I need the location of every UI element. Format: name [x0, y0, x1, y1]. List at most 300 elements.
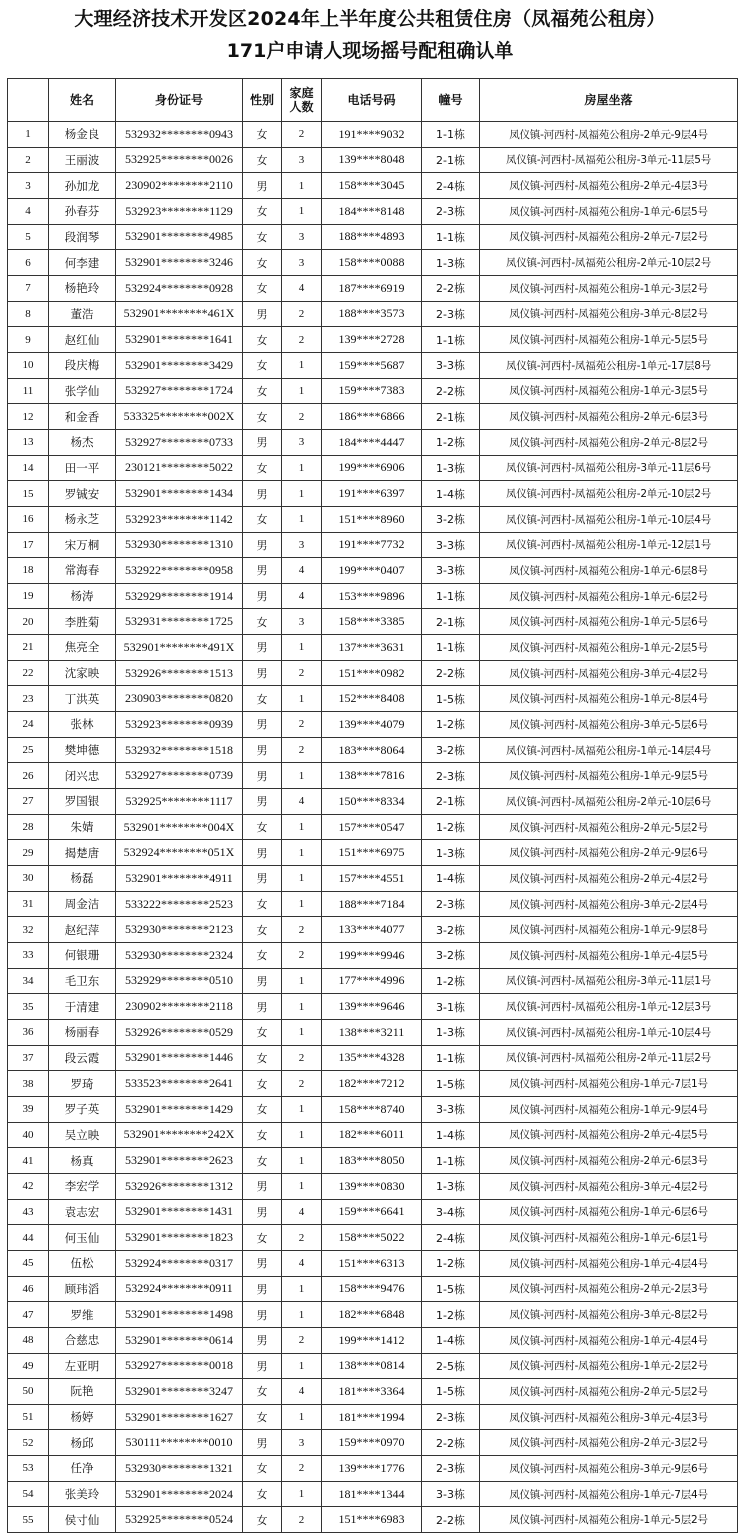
table-row: [8, 250, 738, 276]
cell-building: 1-1栋: [422, 1045, 480, 1071]
cell-phone: 182****6011: [322, 1122, 422, 1148]
cell-address: 凤仪镇-河西村-凤福苑公租房-1单元-3层5号: [480, 378, 738, 404]
cell-index: 8: [8, 301, 49, 327]
cell-id-number: 532930********2123: [116, 917, 243, 943]
cell-index: 4: [8, 198, 49, 224]
cell-phone: 199****6906: [322, 455, 422, 481]
table-row: [8, 583, 738, 609]
cell-building: 1-2栋: [422, 968, 480, 994]
header-phone: 电话号码: [322, 79, 422, 122]
cell-index: 30: [8, 866, 49, 892]
cell-building: 1-2栋: [422, 1250, 480, 1276]
document-title: 大理经济技术开发区2024年上半年度公共租赁住房（凤福苑公租房）: [74, 8, 666, 30]
cell-building: 3-2栋: [422, 506, 480, 532]
cell-phone: 159****5687: [322, 352, 422, 378]
cell-address: 凤仪镇-河西村-凤福苑公租房-1单元-9层4号: [480, 1096, 738, 1122]
cell-address: 凤仪镇-河西村-凤福苑公租房-2单元-4层2号: [480, 866, 738, 892]
cell-name: 闭兴忠: [49, 763, 116, 789]
cell-gender: 男: [243, 558, 282, 584]
table-row: [8, 917, 738, 943]
cell-name: 焦亮全: [49, 635, 116, 661]
cell-gender: 女: [243, 1404, 282, 1430]
cell-gender: 女: [243, 1148, 282, 1174]
cell-address: 凤仪镇-河西村-凤福苑公租房-1单元-4层4号: [480, 1327, 738, 1353]
cell-id-number: 532901********3247: [116, 1379, 243, 1405]
cell-name: 杨邱: [49, 1430, 116, 1456]
table-row: [8, 1430, 738, 1456]
cell-phone: 199****1412: [322, 1327, 422, 1353]
cell-address: 凤仪镇-河西村-凤福苑公租房-1单元-5层6号: [480, 609, 738, 635]
cell-index: 22: [8, 660, 49, 686]
cell-address: 凤仪镇-河西村-凤福苑公租房-3单元-5层6号: [480, 712, 738, 738]
cell-index: 52: [8, 1430, 49, 1456]
cell-address: 凤仪镇-河西村-凤福苑公租房-1单元-4层4号: [480, 1250, 738, 1276]
cell-phone: 158****8740: [322, 1096, 422, 1122]
table-row: [8, 198, 738, 224]
table-row: [8, 173, 738, 199]
cell-family-size: 2: [282, 1507, 322, 1533]
cell-address: 凤仪镇-河西村-凤福苑公租房-1单元-14层4号: [480, 737, 738, 763]
cell-phone: 182****6848: [322, 1302, 422, 1328]
cell-phone: 137****3631: [322, 635, 422, 661]
cell-phone: 188****4893: [322, 224, 422, 250]
cell-name: 张学仙: [49, 378, 116, 404]
cell-family-size: 1: [282, 1096, 322, 1122]
cell-index: 11: [8, 378, 49, 404]
cell-id-number: 532901********1429: [116, 1096, 243, 1122]
cell-gender: 男: [243, 789, 282, 815]
cell-family-size: 1: [282, 968, 322, 994]
cell-gender: 女: [243, 1045, 282, 1071]
cell-building: 2-2栋: [422, 1507, 480, 1533]
cell-family-size: 4: [282, 275, 322, 301]
cell-family-size: 4: [282, 558, 322, 584]
cell-phone: 139****4079: [322, 712, 422, 738]
table-row: [8, 327, 738, 353]
document-subtitle: 171户申请人现场摇号配租确认单: [226, 40, 514, 62]
cell-family-size: 1: [282, 891, 322, 917]
cell-id-number: 532901********2623: [116, 1148, 243, 1174]
cell-gender: 男: [243, 1199, 282, 1225]
table-row: [8, 1507, 738, 1533]
cell-id-number: 533222********2523: [116, 891, 243, 917]
cell-family-size: 1: [282, 173, 322, 199]
header-id-number: 身份证号: [116, 79, 243, 122]
table-row: [8, 275, 738, 301]
cell-index: 16: [8, 506, 49, 532]
cell-building: 3-2栋: [422, 943, 480, 969]
cell-id-number: 532932********1518: [116, 737, 243, 763]
cell-address: 凤仪镇-河西村-凤福苑公租房-2单元-7层2号: [480, 224, 738, 250]
cell-building: 2-4栋: [422, 1225, 480, 1251]
cell-name: 常海春: [49, 558, 116, 584]
cell-gender: 女: [243, 943, 282, 969]
table-row: [8, 1353, 738, 1379]
table-row: [8, 378, 738, 404]
cell-phone: 184****8148: [322, 198, 422, 224]
cell-gender: 女: [243, 506, 282, 532]
cell-address: 凤仪镇-河西村-凤福苑公租房-2单元-5层2号: [480, 814, 738, 840]
table-row: [8, 635, 738, 661]
table-row: [8, 737, 738, 763]
cell-id-number: 530111********0010: [116, 1430, 243, 1456]
cell-phone: 151****6975: [322, 840, 422, 866]
cell-phone: 157****0547: [322, 814, 422, 840]
table-row: [8, 609, 738, 635]
cell-id-number: 532901********1431: [116, 1199, 243, 1225]
cell-gender: 女: [243, 917, 282, 943]
cell-address: 凤仪镇-河西村-凤福苑公租房-3单元-9层6号: [480, 1456, 738, 1482]
cell-phone: 159****7383: [322, 378, 422, 404]
cell-name: 于清建: [49, 994, 116, 1020]
table-row: [8, 1148, 738, 1174]
cell-id-number: 532922********0958: [116, 558, 243, 584]
cell-index: 41: [8, 1148, 49, 1174]
cell-name: 毛卫东: [49, 968, 116, 994]
cell-family-size: 1: [282, 635, 322, 661]
cell-building: 2-3栋: [422, 301, 480, 327]
table-row: [8, 1379, 738, 1405]
cell-name: 揭楚唐: [49, 840, 116, 866]
cell-index: 55: [8, 1507, 49, 1533]
cell-address: 凤仪镇-河西村-凤福苑公租房-1单元-10层4号: [480, 506, 738, 532]
cell-phone: 150****8334: [322, 789, 422, 815]
cell-building: 3-2栋: [422, 737, 480, 763]
table-row: [8, 660, 738, 686]
cell-name: 和金香: [49, 404, 116, 430]
cell-family-size: 4: [282, 1379, 322, 1405]
cell-gender: 男: [243, 635, 282, 661]
cell-family-size: 2: [282, 122, 322, 148]
cell-id-number: 532926********0529: [116, 1019, 243, 1045]
cell-building: 1-5栋: [422, 1379, 480, 1405]
cell-address: 凤仪镇-河西村-凤福苑公租房-1单元-6层5号: [480, 198, 738, 224]
cell-building: 3-3栋: [422, 532, 480, 558]
cell-family-size: 1: [282, 814, 322, 840]
cell-name: 杨丽春: [49, 1019, 116, 1045]
cell-address: 凤仪镇-河西村-凤福苑公租房-1单元-10层4号: [480, 1019, 738, 1045]
cell-name: 吴立映: [49, 1122, 116, 1148]
cell-index: 3: [8, 173, 49, 199]
cell-address: 凤仪镇-河西村-凤福苑公租房-1单元-7层4号: [480, 1481, 738, 1507]
cell-building: 2-3栋: [422, 763, 480, 789]
cell-address: 凤仪镇-河西村-凤福苑公租房-3单元-8层2号: [480, 301, 738, 327]
cell-gender: 女: [243, 1122, 282, 1148]
cell-family-size: 2: [282, 301, 322, 327]
cell-family-size: 1: [282, 352, 322, 378]
cell-gender: 男: [243, 763, 282, 789]
cell-gender: 男: [243, 481, 282, 507]
table-row: [8, 840, 738, 866]
cell-gender: 男: [243, 1353, 282, 1379]
cell-building: 2-1栋: [422, 404, 480, 430]
cell-id-number: 532924********0317: [116, 1250, 243, 1276]
table-row: [8, 481, 738, 507]
cell-name: 沈家映: [49, 660, 116, 686]
cell-address: 凤仪镇-河西村-凤福苑公租房-2单元-2层3号: [480, 1276, 738, 1302]
table-row: [8, 1456, 738, 1482]
cell-building: 2-2栋: [422, 1430, 480, 1456]
cell-phone: 133****4077: [322, 917, 422, 943]
cell-building: 2-2栋: [422, 275, 480, 301]
table-row: [8, 686, 738, 712]
header-gender: 性别: [243, 79, 282, 122]
cell-building: 2-2栋: [422, 378, 480, 404]
cell-index: 35: [8, 994, 49, 1020]
cell-name: 罗维: [49, 1302, 116, 1328]
cell-gender: 男: [243, 1173, 282, 1199]
cell-family-size: 2: [282, 404, 322, 430]
cell-phone: 182****7212: [322, 1071, 422, 1097]
cell-family-size: 2: [282, 737, 322, 763]
cell-building: 1-2栋: [422, 712, 480, 738]
cell-index: 32: [8, 917, 49, 943]
cell-id-number: 532901********1823: [116, 1225, 243, 1251]
cell-gender: 女: [243, 1096, 282, 1122]
cell-id-number: 532901********2024: [116, 1481, 243, 1507]
cell-name: 杨婷: [49, 1404, 116, 1430]
cell-name: 杨磊: [49, 866, 116, 892]
cell-phone: 188****3573: [322, 301, 422, 327]
cell-index: 39: [8, 1096, 49, 1122]
cell-phone: 191****7732: [322, 532, 422, 558]
cell-gender: 女: [243, 1379, 282, 1405]
cell-name: 孙春芬: [49, 198, 116, 224]
cell-index: 45: [8, 1250, 49, 1276]
table-row: [8, 532, 738, 558]
cell-index: 24: [8, 712, 49, 738]
cell-id-number: 532929********1914: [116, 583, 243, 609]
cell-gender: 女: [243, 147, 282, 173]
cell-name: 袁志宏: [49, 1199, 116, 1225]
cell-index: 51: [8, 1404, 49, 1430]
cell-gender: 女: [243, 1019, 282, 1045]
cell-name: 杨涛: [49, 583, 116, 609]
cell-name: 合慈忠: [49, 1327, 116, 1353]
cell-building: 1-3栋: [422, 455, 480, 481]
cell-family-size: 3: [282, 224, 322, 250]
table-row: [8, 1481, 738, 1507]
cell-id-number: 532927********0018: [116, 1353, 243, 1379]
cell-phone: 181****1994: [322, 1404, 422, 1430]
cell-index: 7: [8, 275, 49, 301]
cell-name: 董浩: [49, 301, 116, 327]
cell-building: 1-1栋: [422, 327, 480, 353]
header-name: 姓名: [49, 79, 116, 122]
cell-address: 凤仪镇-河西村-凤福苑公租房-3单元-11层6号: [480, 455, 738, 481]
cell-phone: 199****9946: [322, 943, 422, 969]
cell-family-size: 1: [282, 1276, 322, 1302]
cell-phone: 159****6641: [322, 1199, 422, 1225]
cell-gender: 男: [243, 301, 282, 327]
cell-building: 2-1栋: [422, 789, 480, 815]
cell-phone: 135****4328: [322, 1045, 422, 1071]
cell-name: 宋万桐: [49, 532, 116, 558]
cell-building: 1-5栋: [422, 686, 480, 712]
cell-address: 凤仪镇-河西村-凤福苑公租房-1单元-3层2号: [480, 275, 738, 301]
cell-name: 罗琦: [49, 1071, 116, 1097]
cell-index: 29: [8, 840, 49, 866]
table-row: [8, 712, 738, 738]
cell-address: 凤仪镇-河西村-凤福苑公租房-2单元-6层3号: [480, 1148, 738, 1174]
table-row: [8, 1225, 738, 1251]
cell-index: 10: [8, 352, 49, 378]
table-row: [8, 994, 738, 1020]
cell-building: 1-3栋: [422, 1173, 480, 1199]
cell-family-size: 3: [282, 1430, 322, 1456]
table-row: [8, 1404, 738, 1430]
cell-id-number: 532924********0928: [116, 275, 243, 301]
cell-address: 凤仪镇-河西村-凤福苑公租房-2单元-3层2号: [480, 1430, 738, 1456]
header-address: 房屋坐落: [480, 79, 738, 122]
cell-gender: 男: [243, 712, 282, 738]
cell-family-size: 1: [282, 455, 322, 481]
cell-gender: 女: [243, 814, 282, 840]
cell-address: 凤仪镇-河西村-凤福苑公租房-2单元-10层2号: [480, 250, 738, 276]
cell-id-number: 532901********1434: [116, 481, 243, 507]
cell-phone: 181****3364: [322, 1379, 422, 1405]
cell-family-size: 4: [282, 1250, 322, 1276]
cell-phone: 151****0982: [322, 660, 422, 686]
cell-index: 53: [8, 1456, 49, 1482]
cell-index: 43: [8, 1199, 49, 1225]
cell-index: 1: [8, 122, 49, 148]
cell-phone: 183****8050: [322, 1148, 422, 1174]
cell-index: 28: [8, 814, 49, 840]
cell-name: 段润琴: [49, 224, 116, 250]
cell-id-number: 532901********3246: [116, 250, 243, 276]
table-row: [8, 1302, 738, 1328]
cell-phone: 186****6866: [322, 404, 422, 430]
cell-gender: 女: [243, 1071, 282, 1097]
cell-phone: 191****6397: [322, 481, 422, 507]
cell-address: 凤仪镇-河西村-凤福苑公租房-2单元-9层4号: [480, 122, 738, 148]
cell-index: 19: [8, 583, 49, 609]
cell-gender: 女: [243, 609, 282, 635]
cell-id-number: 532901********4985: [116, 224, 243, 250]
cell-index: 20: [8, 609, 49, 635]
cell-family-size: 2: [282, 1045, 322, 1071]
table-row: [8, 147, 738, 173]
cell-address: 凤仪镇-河西村-凤福苑公租房-1单元-6层1号: [480, 1225, 738, 1251]
cell-gender: 女: [243, 224, 282, 250]
table-row: [8, 301, 738, 327]
cell-id-number: 532901********242X: [116, 1122, 243, 1148]
cell-gender: 男: [243, 968, 282, 994]
cell-id-number: 532927********1724: [116, 378, 243, 404]
cell-id-number: 532932********0943: [116, 122, 243, 148]
cell-phone: 199****0407: [322, 558, 422, 584]
cell-building: 3-1栋: [422, 994, 480, 1020]
cell-gender: 男: [243, 994, 282, 1020]
cell-name: 杨永芝: [49, 506, 116, 532]
cell-name: 任净: [49, 1456, 116, 1482]
cell-id-number: 532901********3429: [116, 352, 243, 378]
table-row: [8, 1327, 738, 1353]
cell-id-number: 532930********1321: [116, 1456, 243, 1482]
cell-building: 1-2栋: [422, 814, 480, 840]
cell-name: 罗铖安: [49, 481, 116, 507]
cell-index: 26: [8, 763, 49, 789]
cell-id-number: 532901********491X: [116, 635, 243, 661]
cell-address: 凤仪镇-河西村-凤福苑公租房-2单元-4层3号: [480, 173, 738, 199]
cell-building: 3-3栋: [422, 1481, 480, 1507]
cell-gender: 女: [243, 250, 282, 276]
cell-index: 48: [8, 1327, 49, 1353]
cell-name: 王丽波: [49, 147, 116, 173]
cell-index: 33: [8, 943, 49, 969]
cell-index: 15: [8, 481, 49, 507]
cell-address: 凤仪镇-河西村-凤福苑公租房-2单元-6层3号: [480, 404, 738, 430]
cell-phone: 158****9476: [322, 1276, 422, 1302]
cell-gender: 男: [243, 532, 282, 558]
cell-family-size: 2: [282, 1456, 322, 1482]
cell-address: 凤仪镇-河西村-凤福苑公租房-1单元-6层6号: [480, 1199, 738, 1225]
cell-gender: 女: [243, 198, 282, 224]
cell-gender: 男: [243, 583, 282, 609]
cell-family-size: 1: [282, 481, 322, 507]
cell-phone: 187****6919: [322, 275, 422, 301]
cell-address: 凤仪镇-河西村-凤福苑公租房-2单元-4层5号: [480, 1122, 738, 1148]
cell-name: 杨杰: [49, 429, 116, 455]
cell-phone: 158****0088: [322, 250, 422, 276]
cell-building: 1-5栋: [422, 1071, 480, 1097]
cell-id-number: 532901********1627: [116, 1404, 243, 1430]
cell-id-number: 532927********0739: [116, 763, 243, 789]
cell-address: 凤仪镇-河西村-凤福苑公租房-2单元-10层2号: [480, 481, 738, 507]
cell-family-size: 1: [282, 763, 322, 789]
cell-building: 1-4栋: [422, 1327, 480, 1353]
cell-gender: 男: [243, 1276, 282, 1302]
cell-address: 凤仪镇-河西村-凤福苑公租房-2单元-10层6号: [480, 789, 738, 815]
cell-name: 左亚明: [49, 1353, 116, 1379]
cell-id-number: 230903********0820: [116, 686, 243, 712]
cell-gender: 女: [243, 1481, 282, 1507]
cell-index: 14: [8, 455, 49, 481]
cell-address: 凤仪镇-河西村-凤福苑公租房-2单元-8层2号: [480, 429, 738, 455]
cell-family-size: 3: [282, 250, 322, 276]
cell-index: 54: [8, 1481, 49, 1507]
cell-index: 25: [8, 737, 49, 763]
cell-building: 3-3栋: [422, 558, 480, 584]
cell-address: 凤仪镇-河西村-凤福苑公租房-1单元-4层5号: [480, 943, 738, 969]
cell-phone: 139****9646: [322, 994, 422, 1020]
cell-name: 杨真: [49, 1148, 116, 1174]
cell-gender: 女: [243, 122, 282, 148]
cell-phone: 139****2728: [322, 327, 422, 353]
table-row: [8, 1199, 738, 1225]
cell-address: 凤仪镇-河西村-凤福苑公租房-2单元-9层6号: [480, 840, 738, 866]
table-row: [8, 1045, 738, 1071]
cell-address: 凤仪镇-河西村-凤福苑公租房-3单元-2层4号: [480, 891, 738, 917]
cell-name: 侯寸仙: [49, 1507, 116, 1533]
table-row: [8, 866, 738, 892]
cell-building: 1-1栋: [422, 1148, 480, 1174]
header-row: [8, 79, 738, 122]
cell-building: 1-5栋: [422, 1276, 480, 1302]
cell-building: 1-1栋: [422, 635, 480, 661]
cell-id-number: 230902********2118: [116, 994, 243, 1020]
cell-index: 44: [8, 1225, 49, 1251]
cell-phone: 188****7184: [322, 891, 422, 917]
cell-address: 凤仪镇-河西村-凤福苑公租房-1单元-9层5号: [480, 763, 738, 789]
cell-building: 1-4栋: [422, 866, 480, 892]
cell-name: 何银珊: [49, 943, 116, 969]
cell-id-number: 532925********1117: [116, 789, 243, 815]
cell-index: 38: [8, 1071, 49, 1097]
cell-index: 34: [8, 968, 49, 994]
cell-building: 2-2栋: [422, 660, 480, 686]
